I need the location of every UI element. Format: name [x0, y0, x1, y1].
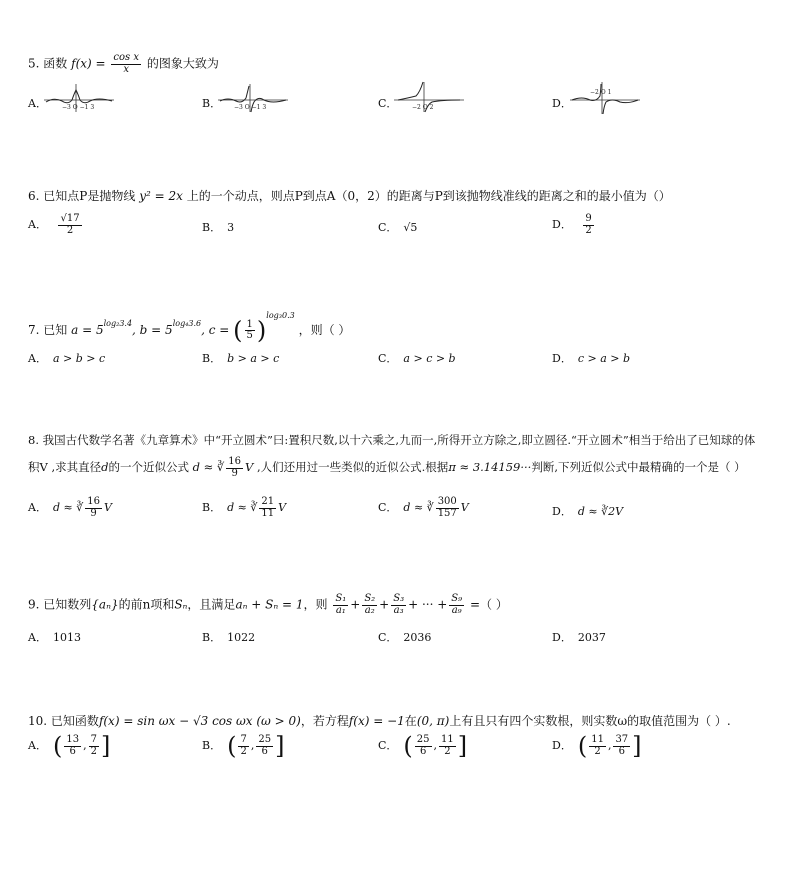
fraction: $\frac{25}{6}$	[416, 734, 430, 757]
svg-text:−2 O 2: −2 O 2	[412, 104, 434, 111]
q6-option-c[interactable]: C． √5	[378, 221, 418, 234]
q5-option-a[interactable]: A．	[28, 97, 47, 110]
q5-option-b[interactable]: B．	[202, 97, 222, 110]
fraction: $\frac{25}{6}$	[258, 734, 272, 757]
q10-option-b[interactable]: B． ( $\frac{7}{2}$ , $\frac{25}{6}$ ]	[202, 732, 285, 760]
question-7: 7. 已知 $a = 5^{log_23.4}$, $b = 5^{log_43.6}$, c = ( $\frac{1}{5}$ )$^{log_30.3}$ ，则（ ）	[28, 311, 351, 345]
q9-option-d[interactable]: D． 2037	[552, 631, 606, 644]
fraction: $\frac{21}{11}$	[261, 496, 275, 519]
question-9: 9. 已知数列{aₙ}的前n项和Sₙ，且满足aₙ + Sₙ = 1，则 $\frac{\text{S₁}}{\text{a₁}}$ + $\frac{\text{S₂}}{\text{a₂}}$ + $\frac{\text{S₃}}{\text{a₃}}$ + ··· + $\frac{\text{S₉}}{\text{a₉}}$ =（ ）	[28, 593, 508, 616]
q8-option-b[interactable]: B． d ≈ ∛ $\frac{21}{11}$ V	[202, 496, 287, 519]
q6-option-d[interactable]: D． $\frac{9}{2}$	[552, 213, 592, 236]
question-10: 10. 已知函数f(x) = sin ωx − √3 cos ωx (ω > 0)，若方程f(x) = −1在(0, π)上有且只有四个实数根，则实数ω的取值范围为（ ）.	[28, 714, 731, 728]
q5-option-d[interactable]: D．	[552, 97, 572, 110]
question-8-line-2: 积V ,求其直径d的一个近似公式 d ≈ ∛ $\frac{16}{9}$ V ,人们还用过一些类似的近似公式.根据π ≈ 3.14159···判断,下列近似公式中最精确的一个是（ ）	[28, 456, 746, 479]
q8-option-c[interactable]: C． d ≈ ∛ $\frac{300}{157}$ V	[378, 496, 469, 519]
question-8-line-1: 8. 我国古代数学名著《九章算术》中“开立圆术”曰:置积尺数,以十六乘之,九而一,所得开立方除之,即立圆径.“开立圆术”相当于给出了已知球的体	[28, 433, 756, 447]
q7-option-c[interactable]: C． a > c > b	[378, 352, 456, 365]
q10-option-c[interactable]: C． ( $\frac{25}{6}$ , $\frac{11}{2}$ ]	[378, 732, 468, 760]
fraction: $\frac{7}{2}$	[90, 734, 97, 757]
question-6: 6. 已知点P是抛物线 y² = 2x 上的一个动点，则点P到点A（0，2）的距离与P到该抛物线准线的距离之和的最小值为（）	[28, 189, 671, 203]
q9-option-b[interactable]: B． 1022	[202, 631, 256, 644]
fraction: $\frac{\text{cos x}}{x}$	[113, 52, 139, 75]
q9-option-c[interactable]: C． 2036	[378, 631, 432, 644]
q7-option-a[interactable]: A． a > b > c	[28, 352, 106, 365]
q8-option-a[interactable]: A． d ≈ ∛ $\frac{16}{9}$ V	[28, 496, 112, 519]
q8-option-d[interactable]: D． d ≈ ∛2V	[552, 505, 624, 518]
fraction: $\frac{\text{S₉}}{\text{a₉}}$	[451, 593, 463, 616]
fraction: $\frac{\text{S₁}}{\text{a₁}}$	[335, 593, 347, 616]
svg-text:−2 O 1: −2 O 1	[590, 89, 612, 96]
q6-option-b[interactable]: B． 3	[202, 221, 235, 234]
fraction: $\frac{11}{2}$	[591, 734, 604, 757]
q7-option-b[interactable]: B． b > a > c	[202, 352, 280, 365]
fraction: $\frac{11}{2}$	[441, 734, 454, 757]
fraction: $\frac{√17}{2}$	[60, 213, 80, 236]
q5-option-c[interactable]: C．	[378, 97, 398, 110]
fraction: $\frac{16}{9}$	[228, 456, 242, 479]
graph-b-image	[218, 82, 290, 114]
q9-option-a[interactable]: A． 1013	[28, 631, 81, 644]
graph-c-image	[394, 80, 466, 114]
fraction: $\frac{16}{9}$	[87, 496, 100, 519]
fraction: $\frac{9}{2}$	[585, 213, 592, 236]
svg-text:−3 O −1 3: −3 O −1 3	[234, 104, 267, 111]
fraction: $\frac{7}{2}$	[240, 734, 247, 757]
graph-d-image	[570, 80, 642, 116]
q7-option-d[interactable]: D． c > a > b	[552, 352, 631, 365]
q6-option-a[interactable]: A． $\frac{√17}{2}$	[28, 213, 80, 236]
fraction: $\frac{13}{6}$	[66, 734, 80, 757]
q10-option-d[interactable]: D． ( $\frac{11}{2}$ , $\frac{37}{6}$ ]	[552, 732, 642, 760]
q10-option-a[interactable]: A． ( $\frac{13}{6}$ , $\frac{7}{2}$ ]	[28, 732, 111, 760]
svg-text:−3 O −1 3: −3 O −1 3	[62, 104, 95, 111]
fraction: $\frac{\text{S₂}}{\text{a₂}}$	[364, 593, 376, 616]
graph-a-image	[44, 82, 116, 114]
fraction: $\frac{1}{5}$	[246, 318, 253, 341]
fraction: $\frac{300}{157}$	[437, 496, 457, 519]
fraction: $\frac{37}{6}$	[615, 734, 629, 757]
fraction: $\frac{\text{S₃}}{\text{a₃}}$	[393, 593, 405, 616]
question-5: 5. 函数 f(x) = $\frac{\text{cos x}}{x}$ 的图象大致为	[28, 52, 219, 75]
